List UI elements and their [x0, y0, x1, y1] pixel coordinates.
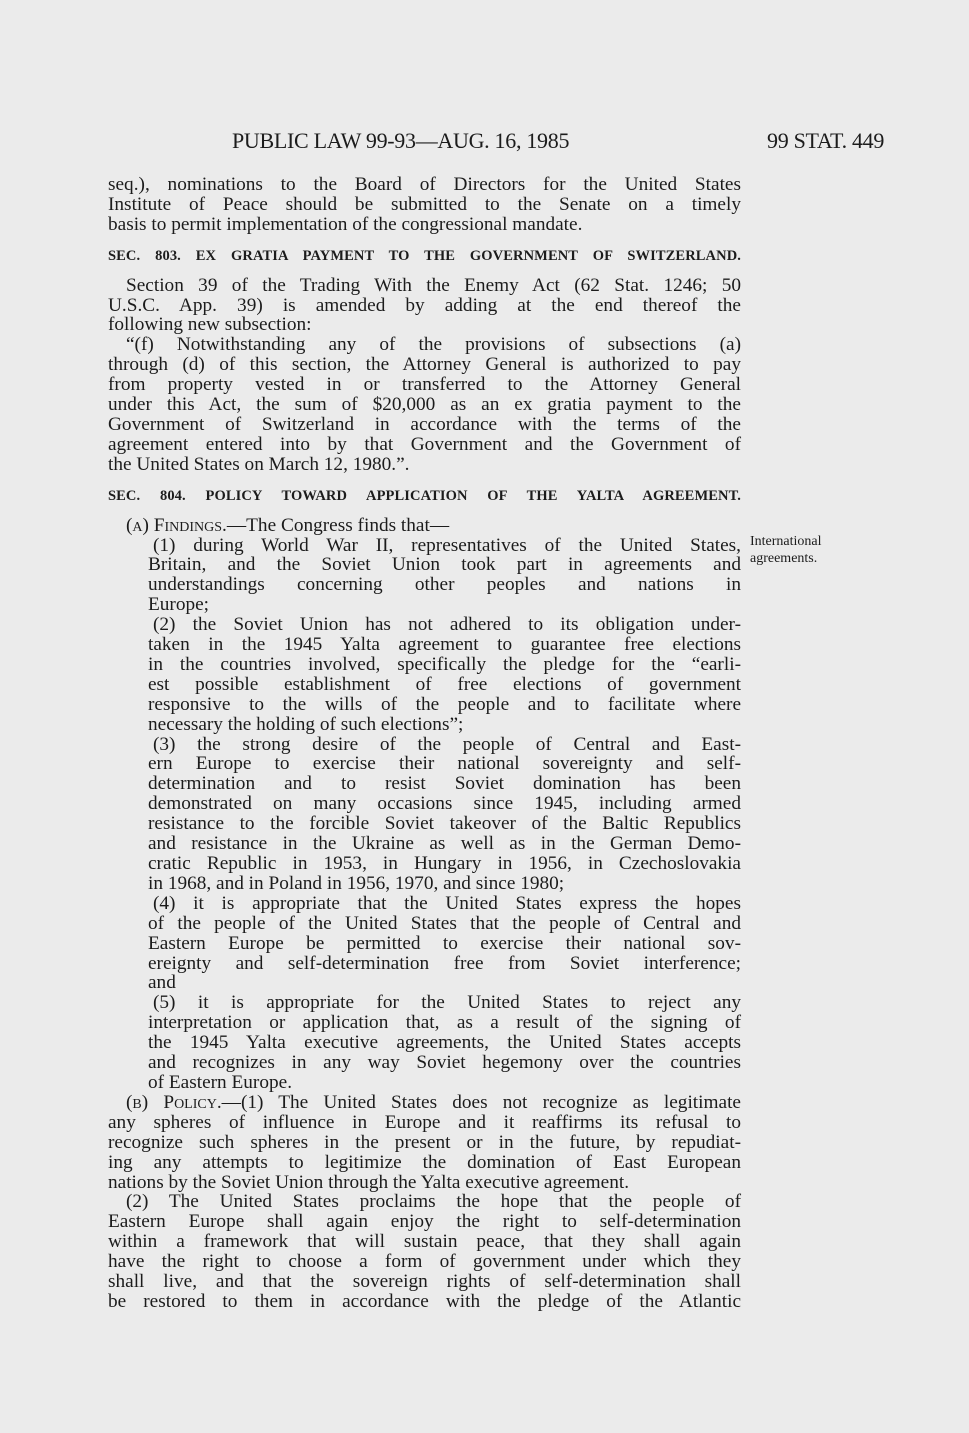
text-line: Britain, and the Soviet Union took part in agreements and — [148, 554, 741, 576]
text-line: (3) the strong desire of the people of Central and East- — [153, 733, 741, 755]
text-line: and — [148, 972, 176, 994]
text-line: the 1945 Yalta executive agreements, the United States accepts — [148, 1032, 741, 1054]
text-line: through (d) of this section, the Attorney General is authorized to pay — [108, 354, 741, 376]
text-line: Institute of Peace should be submitted to the Senate on a timely — [108, 193, 741, 215]
text-line: and recognizes in any way Soviet hegemony over the countries — [148, 1052, 741, 1074]
finding-item — [148, 615, 741, 734]
margin-note-line: agreements. — [750, 551, 818, 566]
text-line: “(f) Notwithstanding any of the provisions of subsections (a) — [126, 334, 741, 356]
finding-item — [148, 894, 741, 994]
text-line: (4) it is appropriate that the United States express the hopes — [153, 892, 741, 914]
intro-paragraph — [108, 175, 741, 235]
text-line: from property vested in or transferred to the Attorney General — [108, 374, 741, 396]
text-line: Europe; — [148, 594, 210, 616]
margin-note — [750, 533, 822, 567]
text-line: Section 39 of the Trading With the Enemy Act (62 Stat. 1246; 50 — [126, 274, 741, 296]
text-line: ing any attempts to legitimize the domination of East European — [108, 1151, 741, 1173]
findings-list — [108, 536, 741, 1093]
policy-label: (b) Policy. — [126, 1091, 222, 1113]
text-line: Eastern Europe shall again enjoy the right to self-determination — [108, 1211, 741, 1233]
text-line: in 1968, and in Poland in 1956, 1970, and since 1980; — [148, 872, 565, 894]
text-line: basis to permit implementation of the congressional mandate. — [108, 213, 583, 235]
text-line: determination and to resist Soviet domination has been — [148, 773, 741, 795]
running-header-title: PUBLIC LAW 99-93—AUG. 16, 1985 — [232, 128, 570, 153]
policy-paragraph-1 — [108, 1113, 741, 1193]
section-803-subsection-f — [108, 335, 741, 474]
section-804-heading: SEC. 804. POLICY TOWARD APPLICATION OF THE YALTA AGREEMENT. — [108, 487, 741, 504]
text-line: understandings concerning other peoples and nations in — [148, 574, 741, 596]
text-line: ereignty and self-determination free from Soviet interference; — [148, 952, 741, 974]
text-line: under this Act, the sum of $20,000 as an ex gratia payment to the — [108, 394, 741, 416]
text-line: nations by the Soviet Union through the Yalta executive agreement. — [108, 1171, 630, 1193]
text-line: taken in the 1945 Yalta agreement to guarantee free elections — [148, 634, 741, 656]
findings-intro-text: —The Congress finds that— — [226, 514, 450, 536]
section-803-paragraph — [108, 276, 741, 336]
text-line: of the people of the United States that the people of Central and — [148, 912, 741, 934]
finding-item — [148, 536, 741, 616]
page-number: 99 STAT. 449 — [767, 128, 885, 153]
policy-first-text: —(1) The United States does not recognize as legitimate — [221, 1091, 741, 1113]
text-line: resistance to the forcible Soviet takeover of the Baltic Republics — [148, 813, 741, 835]
policy-paragraph-2 — [108, 1192, 741, 1311]
text-line: have the right to choose a form of government under which they — [108, 1251, 741, 1273]
text-line: U.S.C. App. 39) is amended by adding at the end thereof the — [108, 294, 741, 316]
margin-note-line: International — [750, 534, 822, 549]
text-line: est possible establishment of free elections of government — [148, 673, 741, 695]
finding-item — [148, 735, 741, 894]
text-line: cratic Republic in 1953, in Hungary in 1956, in Czechoslovakia — [148, 853, 741, 874]
text-line: any spheres of influence in Europe and it reaffirms its refusal to — [108, 1111, 741, 1133]
text-line: in the countries involved, specifically the pledge for the “earli- — [148, 653, 741, 675]
text-line: ern Europe to exercise their national sovereignty and self- — [148, 753, 741, 775]
text-line: be restored to them in accordance with the pledge of the Atlantic — [108, 1290, 741, 1312]
text-line: (2) The United States proclaims the hope that the people of — [126, 1191, 741, 1213]
finding-item — [148, 993, 741, 1093]
findings-intro — [108, 516, 741, 536]
section-803-heading: SEC. 803. EX GRATIA PAYMENT TO THE GOVERNMENT OF SWITZERLAND. — [108, 247, 741, 264]
text-line: agreement entered into by that Government and the Government of — [108, 433, 741, 455]
page-body — [108, 175, 741, 1312]
text-line: the United States on March 12, 1980.”. — [108, 453, 410, 475]
findings-label: (a) Findings. — [126, 514, 227, 536]
text-line: Eastern Europe be permitted to exercise their national sov- — [148, 932, 741, 954]
text-line: (1) during World War II, representatives of the United States, — [153, 534, 741, 556]
text-line: (2) the Soviet Union has not adhered to its obligation under- — [153, 614, 741, 636]
text-line: seq.), nominations to the Board of Directors for the United States — [108, 174, 741, 195]
text-line: interpretation or application that, as a result of the signing of — [148, 1012, 741, 1034]
text-line: shall live, and that the sovereign rights of self-determination shall — [108, 1271, 741, 1293]
text-line: of Eastern Europe. — [148, 1071, 293, 1093]
text-line: following new subsection: — [108, 314, 312, 336]
text-line: within a framework that will sustain peace, that they shall again — [108, 1231, 741, 1253]
text-line: (5) it is appropriate for the United States to reject any — [153, 992, 741, 1014]
text-line: demonstrated on many occasions since 1945, including armed — [148, 793, 741, 815]
policy-first-line — [108, 1093, 741, 1113]
text-line: recognize such spheres in the present or in the future, by repudiat- — [108, 1131, 741, 1153]
text-line: responsive to the wills of the people and to facilitate where — [148, 693, 741, 715]
text-line: necessary the holding of such elections”; — [148, 713, 464, 735]
text-line: Government of Switzerland in accordance with the terms of the — [108, 413, 741, 435]
text-line: and resistance in the Ukraine as well as in the German Demo- — [148, 833, 741, 855]
